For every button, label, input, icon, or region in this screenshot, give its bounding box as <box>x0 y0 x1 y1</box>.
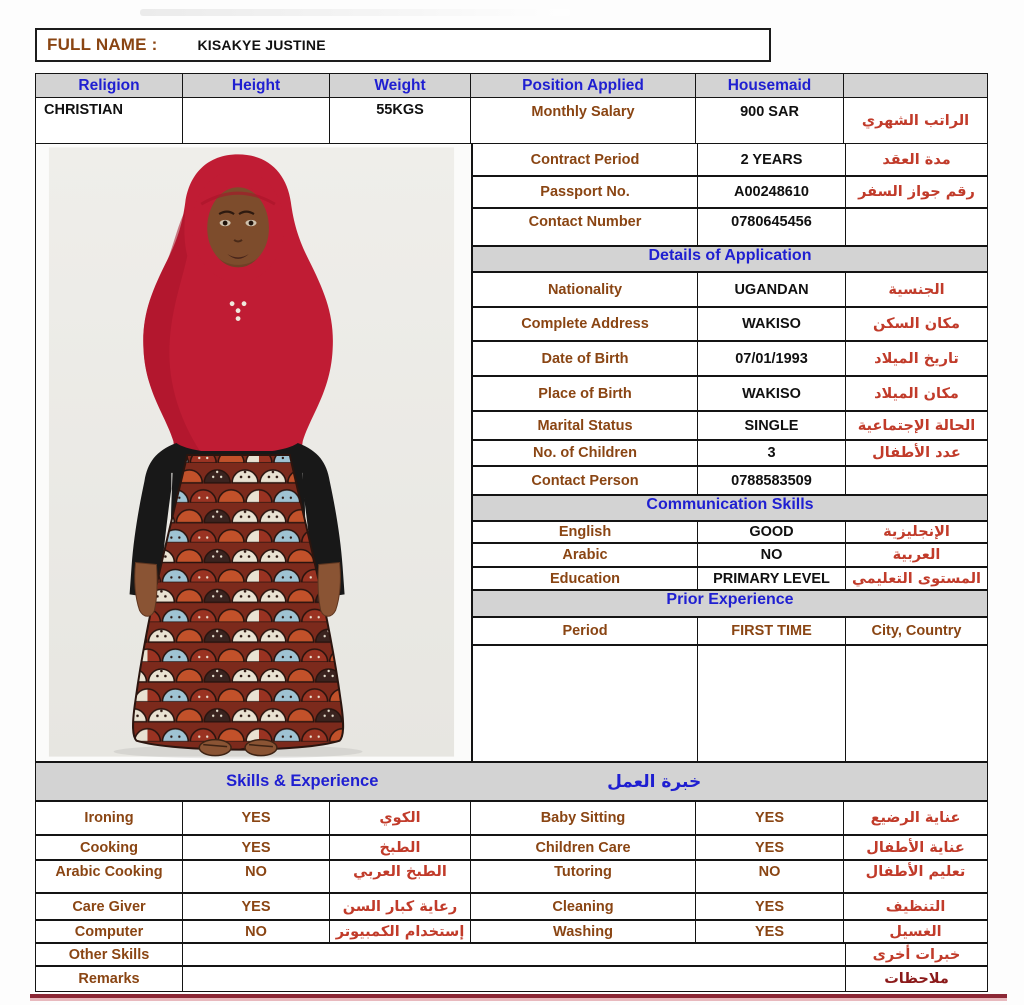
header-extra <box>844 74 987 97</box>
address-value: WAKISO <box>698 308 846 340</box>
prior-experience-empty-period <box>473 646 698 761</box>
prior-experience-empty-row <box>472 645 988 762</box>
religion-value: CHRISTIAN <box>36 98 183 143</box>
date-of-birth-row <box>472 341 988 376</box>
contract-period-label: Contract Period <box>473 144 698 175</box>
address-label: Complete Address <box>473 308 698 340</box>
marital-status-value: SINGLE <box>698 412 846 439</box>
children-arabic: عدد الأطفال <box>872 445 961 461</box>
skills-experience-title-ar: خبرة العمل <box>607 771 702 792</box>
passport-arabic: رقم جواز السفر <box>858 184 975 200</box>
washing-label: Washing <box>471 921 696 942</box>
education-value: PRIMARY LEVEL <box>698 568 846 589</box>
other-skills-label: Other Skills <box>36 944 183 965</box>
cleaning-label: Cleaning <box>471 894 696 919</box>
address-arabic: مكان السكن <box>873 316 960 332</box>
other-skills-row <box>35 943 988 966</box>
contract-period-value: 2 YEARS <box>698 144 846 175</box>
nationality-label: Nationality <box>473 273 698 306</box>
date-of-birth-label: Date of Birth <box>473 342 698 375</box>
full-name-value: KISAKYE JUSTINE <box>197 37 326 53</box>
washing-arabic: الغسيل <box>889 923 942 940</box>
arabic-label: Arabic <box>473 544 698 566</box>
header-housemaid: Housemaid <box>696 74 844 97</box>
ironing-value: YES <box>183 802 330 834</box>
height-value <box>183 98 330 143</box>
english-label: English <box>473 522 698 542</box>
profile-row <box>35 97 988 144</box>
place-of-birth-row <box>472 376 988 411</box>
details-of-application-title: Details of Application <box>648 247 812 264</box>
monthly-salary-value: 900 SAR <box>696 98 844 143</box>
arabic-cooking-label: Arabic Cooking <box>36 861 183 892</box>
arabic-value: NO <box>698 544 846 566</box>
arabic-cooking-value: NO <box>183 861 330 892</box>
date-of-birth-value: 07/01/1993 <box>698 342 846 375</box>
marital-status-row <box>472 411 988 440</box>
children-care-arabic: عناية الأطفال <box>866 839 965 856</box>
address-row <box>472 307 988 341</box>
applicant-photo-figure <box>36 144 471 761</box>
period-row <box>472 617 988 645</box>
full-name-box <box>35 28 771 62</box>
cooking-label: Cooking <box>36 836 183 859</box>
cleaning-arabic: التنظيف <box>885 898 946 915</box>
english-row <box>472 521 988 543</box>
bottom-rule-shadow <box>30 998 1007 1001</box>
washing-value: YES <box>696 921 844 942</box>
computer-label: Computer <box>36 921 183 942</box>
children-care-value: YES <box>696 836 844 859</box>
remarks-value <box>183 967 846 991</box>
contact-number-value: 0780645456 <box>698 209 846 245</box>
tutoring-arabic: تعليم الأطفال <box>865 864 966 880</box>
arabic-arabic: العربية <box>892 547 941 563</box>
prior-experience-empty-value <box>698 646 846 761</box>
monthly-salary-arabic: الراتب الشهري <box>861 112 970 129</box>
contract-period-row <box>472 143 988 176</box>
city-country-label: City, Country <box>871 623 962 639</box>
contact-number-label: Contact Number <box>473 209 698 245</box>
header-position-applied: Position Applied <box>471 74 696 97</box>
contact-number-row <box>472 208 988 246</box>
nationality-value: UGANDAN <box>698 273 846 306</box>
applicant-photo <box>35 143 472 762</box>
baby-sitting-label: Baby Sitting <box>471 802 696 834</box>
ironing-babysitting-row <box>35 801 988 835</box>
marital-status-label: Marital Status <box>473 412 698 439</box>
care-giver-label: Care Giver <box>36 894 183 919</box>
communication-skills-header <box>472 495 988 521</box>
contract-period-arabic: مدة العقد <box>882 151 951 168</box>
full-name-label: FULL NAME : <box>47 35 158 54</box>
remarks-arabic: ملاحظات <box>884 971 949 987</box>
contact-person-arabic <box>846 467 987 494</box>
remarks-label: Remarks <box>36 967 183 991</box>
nationality-row <box>472 272 988 307</box>
date-of-birth-arabic: تاريخ الميلاد <box>874 350 959 367</box>
place-of-birth-label: Place of Birth <box>473 377 698 410</box>
monthly-salary-label: Monthly Salary <box>471 98 696 143</box>
prior-experience-header <box>472 590 988 617</box>
education-row <box>472 567 988 590</box>
cooking-value: YES <box>183 836 330 859</box>
education-label: Education <box>473 568 698 589</box>
prior-experience-title: Prior Experience <box>666 591 794 608</box>
computer-arabic: إستخدام الكمبيوتر <box>330 921 471 942</box>
skills-experience-header <box>35 762 988 801</box>
other-skills-value <box>183 944 846 965</box>
prior-experience-empty-city <box>846 646 987 761</box>
marital-status-arabic: الحالة الإجتماعية <box>857 417 976 434</box>
place-of-birth-value: WAKISO <box>698 377 846 410</box>
care-giver-arabic: رعاية كبار السن <box>330 894 471 919</box>
english-value: GOOD <box>698 522 846 542</box>
ironing-arabic: الكوي <box>330 802 471 834</box>
nationality-arabic: الجنسية <box>888 281 945 298</box>
children-care-label: Children Care <box>471 836 696 859</box>
english-arabic: الإنجليزية <box>883 524 950 540</box>
passport-value: A00248610 <box>698 177 846 207</box>
computer-washing-row <box>35 920 988 943</box>
header-height: Height <box>183 74 330 97</box>
tutoring-value: NO <box>696 861 844 892</box>
baby-sitting-arabic: عناية الرضيع <box>870 810 961 826</box>
caregiver-cleaning-row <box>35 893 988 920</box>
arabic-row <box>472 543 988 567</box>
cooking-childrencare-row <box>35 835 988 860</box>
cleaning-value: YES <box>696 894 844 919</box>
arabic-cooking-arabic: الطبخ العربي <box>330 861 471 892</box>
details-of-application-header <box>472 246 988 272</box>
children-value: 3 <box>698 441 846 465</box>
place-of-birth-arabic: مكان الميلاد <box>874 385 959 402</box>
contact-person-label: Contact Person <box>473 467 698 494</box>
ironing-label: Ironing <box>36 802 183 834</box>
cooking-arabic: الطبخ <box>330 836 471 859</box>
computer-value: NO <box>183 921 330 942</box>
table-header-row <box>35 73 988 98</box>
scan-smudge <box>140 9 570 16</box>
passport-label: Passport No. <box>473 177 698 207</box>
period-value: FIRST TIME <box>698 618 846 644</box>
baby-sitting-value: YES <box>696 802 844 834</box>
tutoring-label: Tutoring <box>471 861 696 892</box>
children-label: No. of Children <box>473 441 698 465</box>
communication-skills-title: Communication Skills <box>646 496 814 513</box>
passport-row <box>472 176 988 208</box>
children-row <box>472 440 988 466</box>
weight-value: 55KGS <box>330 98 471 143</box>
skills-experience-title-en: Skills & Experience <box>226 772 379 790</box>
contact-number-arabic <box>846 209 987 245</box>
care-giver-value: YES <box>183 894 330 919</box>
education-arabic: المستوى التعليمي <box>852 570 981 587</box>
other-skills-arabic: خبرات أخرى <box>872 946 961 963</box>
header-religion: Religion <box>36 74 183 97</box>
remarks-row <box>35 966 988 992</box>
contact-person-row <box>472 466 988 495</box>
arabiccooking-tutoring-row <box>35 860 988 893</box>
period-label: Period <box>473 618 698 644</box>
contact-person-value: 0788583509 <box>698 467 846 494</box>
header-weight: Weight <box>330 74 471 97</box>
